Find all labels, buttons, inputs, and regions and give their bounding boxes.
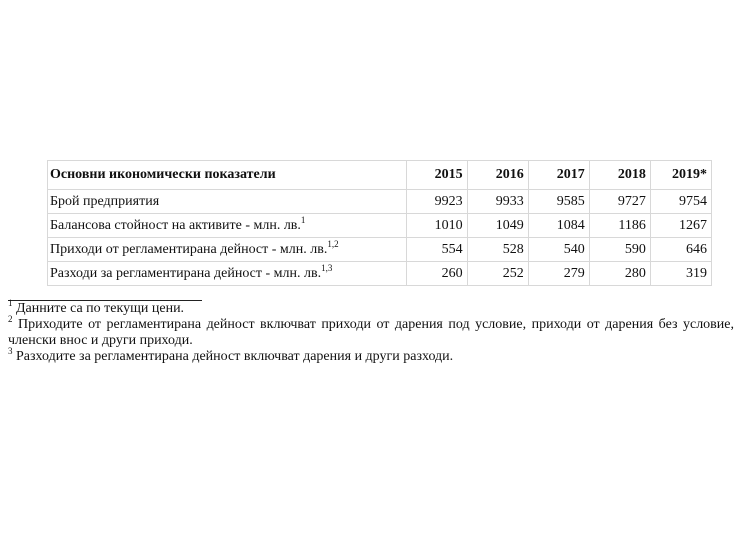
table-cell: 1010 — [406, 214, 467, 238]
economic-indicators-table — [47, 160, 712, 286]
row-label-text: Приходи от регламентирана дейност - млн. лв. — [50, 241, 328, 257]
footnote-text: Приходите от регламентирана дейност включват приходи от дарения под условие, приходи от дарения без условие, членски внос и други приходи. — [8, 317, 734, 348]
row-label — [48, 214, 407, 238]
table-cell: 9585 — [528, 190, 589, 214]
row-label — [48, 190, 407, 214]
table-row — [48, 214, 712, 238]
footnote — [8, 346, 734, 365]
table-row — [48, 262, 712, 286]
table-cell: 9923 — [406, 190, 467, 214]
footnote-text: Данните са по текущи цени. — [12, 301, 185, 316]
header-year: 2017 — [528, 161, 589, 190]
table-row — [48, 190, 712, 214]
footnote-mark: 2 — [8, 314, 13, 324]
table-cell: 646 — [650, 238, 711, 262]
table-header-row — [48, 161, 712, 190]
footnote-mark: 3 — [8, 346, 13, 356]
footnote-reference: 1,2 — [327, 238, 339, 249]
table-cell: 528 — [467, 238, 528, 262]
table-cell: 540 — [528, 238, 589, 262]
table-cell: 9727 — [589, 190, 650, 214]
footnote-reference: 1 — [300, 214, 306, 225]
table-row — [48, 238, 712, 262]
table-cell: 252 — [467, 262, 528, 286]
table-cell: 279 — [528, 262, 589, 286]
row-label-text: Разходи за регламентирана дейност - млн. лв. — [50, 265, 322, 281]
footnote-reference: 1,3 — [321, 262, 333, 273]
table-cell: 260 — [406, 262, 467, 286]
table-cell: 1186 — [589, 214, 650, 238]
header-indicators-label: Основни икономически показатели — [48, 161, 407, 190]
footnote-text: Разходите за регламентирана дейност включват дарения и други разходи. — [12, 349, 454, 364]
table-cell: 319 — [650, 262, 711, 286]
row-label-text: Балансова стойност на активите - млн. лв. — [50, 217, 301, 233]
table-cell: 9933 — [467, 190, 528, 214]
footnote — [8, 298, 734, 317]
footnote — [8, 314, 734, 349]
header-year: 2019* — [650, 161, 711, 190]
header-year: 2015 — [406, 161, 467, 190]
header-year: 2018 — [589, 161, 650, 190]
table-cell: 1049 — [467, 214, 528, 238]
table-cell: 590 — [589, 238, 650, 262]
table-cell: 280 — [589, 262, 650, 286]
table-cell: 9754 — [650, 190, 711, 214]
table-cell: 1084 — [528, 214, 589, 238]
table-cell: 1267 — [650, 214, 711, 238]
table-cell: 554 — [406, 238, 467, 262]
row-label-text: Брой предприятия — [50, 193, 160, 209]
row-label — [48, 238, 407, 262]
footnotes — [8, 298, 734, 365]
row-label — [48, 262, 407, 286]
header-year: 2016 — [467, 161, 528, 190]
footnote-mark: 1 — [8, 298, 13, 308]
